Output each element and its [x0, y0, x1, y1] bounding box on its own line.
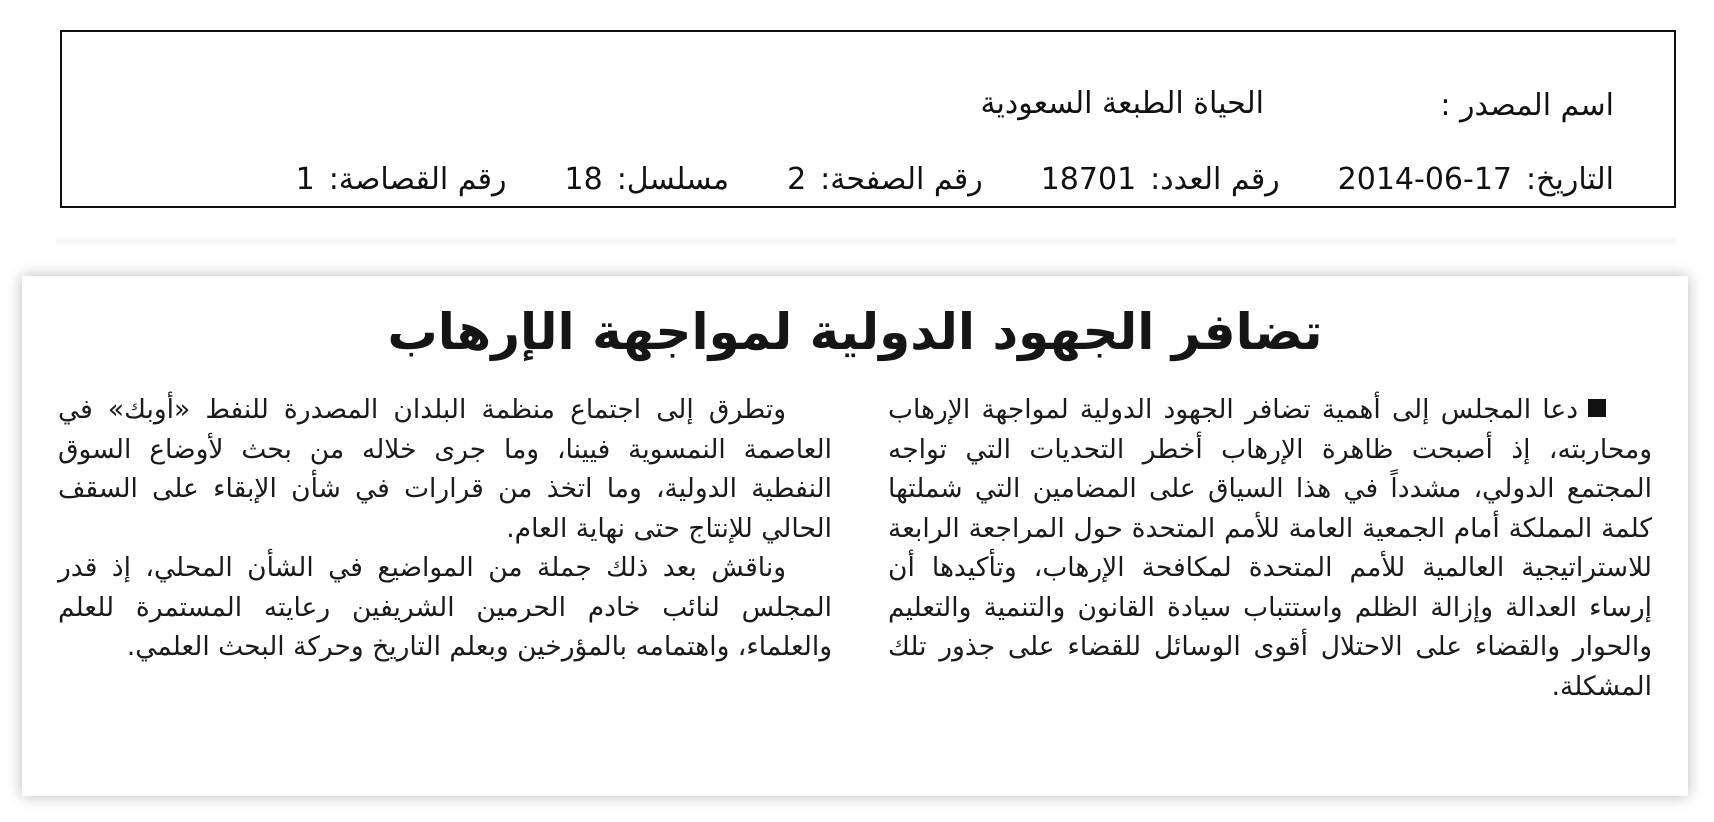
source-label: اسم المصدر : — [1440, 88, 1614, 123]
source-value: الحياة الطبعة السعودية — [980, 86, 1264, 121]
article-column-right — [888, 390, 1652, 706]
date-value: 2014-06-17 — [1337, 162, 1513, 197]
clip-label: رقم القصاصة: — [328, 162, 507, 197]
source-metadata-box — [60, 30, 1676, 208]
article-column-left — [58, 390, 832, 667]
metadata-row — [296, 160, 1614, 200]
page-field — [787, 160, 983, 200]
right-paragraph-1-text: دعا المجلس إلى أهمية تضافر الجهود الدولية لمواجهة الإرهاب ومحاربته، إذ أصبحت ظاهرة الإرهاب أخطر التحديات التي تواجه المجتمع الدولي، مشدداً في هذا السياق على المضامين التي شملتها كلمة المملكة أمام الجمعية العامة للأمم المتحدة حول المراجعة الرابعة للاستراتيجية العالمية للأمم المتحدة لمكافحة الإرهاب، وتأكيدها أن إرساء العدالة وإزالة الظلم واستتباب سيادة القانون والتنمية والتعليم والحوار والقضاء على الاحتلال أقوى الوسائل للقضاء على جذور تلك المشكلة. — [888, 394, 1652, 702]
issue-value: 18701 — [1040, 162, 1137, 197]
scan-separator — [56, 236, 1676, 246]
article-headline: تضافر الجهود الدولية لمواجهة الإرهاب — [387, 303, 1323, 361]
square-bullet-icon — [1588, 399, 1606, 417]
page-label: رقم الصفحة: — [820, 162, 983, 197]
issue-field — [1041, 160, 1280, 200]
newspaper-clipping — [22, 276, 1688, 796]
serial-value: 18 — [564, 162, 603, 197]
right-paragraph-1 — [888, 390, 1652, 706]
issue-label: رقم العدد: — [1150, 162, 1280, 197]
clip-field — [296, 160, 507, 200]
left-paragraph-2: وناقش بعد ذلك جملة من المواضيع في الشأن المحلي، إذ قدر المجلس لنائب خادم الحرمين الشريفين رعايته المستمرة للعلم والعلماء، واهتمامه بالمؤرخين وبعلم التاريخ وحركة البحث العلمي. — [58, 552, 832, 662]
clip-value: 1 — [295, 162, 315, 197]
serial-field — [565, 160, 730, 200]
date-label: التاريخ: — [1526, 162, 1614, 197]
date-field — [1338, 160, 1614, 200]
page-value: 2 — [787, 162, 807, 197]
serial-label: مسلسل: — [616, 162, 730, 197]
left-paragraph-1: وتطرق إلى اجتماع منظمة البلدان المصدرة للنفط «أوبك» في العاصمة النمسوية فيينا، وما جرى خلاله من بحث لأوضاع السوق النفطية الدولية، وما اتخذ من قرارات في شأن الإبقاء على السقف الحالي للإنتاج حتى نهاية العام. — [58, 394, 832, 544]
